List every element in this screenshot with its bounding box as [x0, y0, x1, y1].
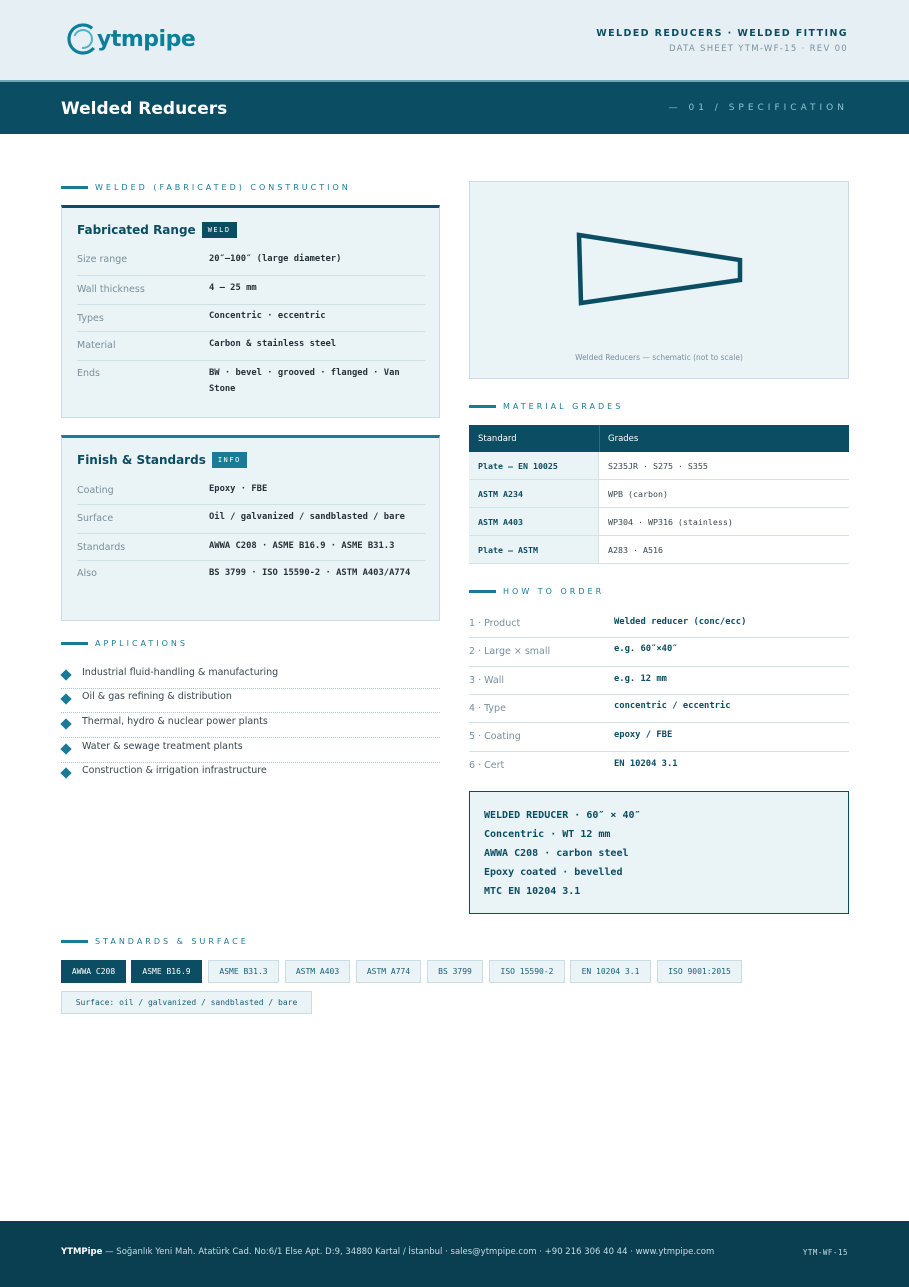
table-row — [469, 536, 849, 564]
order-value: e.g. 60″×40″ — [614, 644, 678, 654]
card-title: Finish & Standards — [77, 453, 206, 467]
fabricated-range-card — [61, 205, 440, 418]
spec-value: Epoxy · FBE — [209, 484, 268, 494]
order-step: 2 · Large × small — [469, 646, 551, 657]
section-label-text: APPLICATIONS — [95, 639, 188, 648]
spec-row — [77, 477, 425, 505]
spec-key: Standards — [77, 542, 126, 553]
spec-row — [77, 247, 425, 276]
order-value: EN 10204 3.1 — [614, 759, 678, 769]
document-number: DATA SHEET YTM-WF-15 · REV 00 — [668, 44, 848, 54]
section-bar — [61, 940, 88, 943]
standard-chip-awwa-c208[interactable]: AWWA C208 — [61, 960, 126, 983]
spec-value: Carbon & stainless steel — [209, 339, 337, 349]
standard-cell: ASTM A234 — [478, 489, 523, 499]
finish-standards-card — [61, 435, 440, 621]
footer-address — [61, 1247, 714, 1257]
spec-key: Also — [77, 568, 97, 579]
order-example-line: WELDED REDUCER · 60″ × 40″ — [484, 810, 641, 821]
section-label-applications — [61, 639, 188, 648]
page-title: Welded Reducers — [61, 99, 228, 119]
order-value: Welded reducer (conc/ecc) — [614, 617, 747, 627]
order-step: 6 · Cert — [469, 760, 505, 771]
standard-chip-en-10204[interactable]: EN 10204 3.1 — [570, 960, 651, 983]
card-title: Fabricated Range — [77, 223, 196, 237]
order-row — [469, 752, 849, 780]
table-row — [469, 480, 849, 508]
column-header: Grades — [608, 434, 639, 444]
spec-value: BS 3799 · ISO 15590-2 · ASTM A403/A774 — [209, 568, 411, 578]
spec-key: Coating — [77, 485, 114, 496]
standard-cell: Plate – ASTM — [478, 545, 538, 555]
spec-value: 4 – 25 mm — [209, 283, 257, 293]
spec-row — [77, 505, 425, 534]
logo-swirl-icon — [66, 22, 96, 56]
grades-cell: A283 · A516 — [608, 545, 663, 555]
order-example-line: Concentric · WT 12 mm — [484, 829, 611, 840]
document-title-block — [596, 28, 848, 54]
spec-value: Oil / galvanized / sandblasted / bare — [209, 512, 405, 522]
list-item-text: Construction & irrigation infrastructure — [82, 765, 267, 776]
section-label-text: STANDARDS & SURFACE — [95, 937, 249, 946]
diamond-bullet-icon — [60, 693, 71, 704]
company-logo[interactable] — [66, 22, 195, 56]
spec-row — [77, 276, 425, 305]
order-step: 1 · Product — [469, 618, 521, 629]
info-badge: INFO — [212, 452, 247, 468]
section-label-order — [469, 587, 604, 596]
order-value: epoxy / FBE — [614, 730, 673, 740]
spec-key: Wall thickness — [77, 284, 145, 295]
order-example-line: Epoxy coated · bevelled — [484, 867, 623, 878]
list-item — [61, 739, 440, 763]
list-item — [61, 665, 440, 689]
standard-cell: ASTM A403 — [478, 517, 523, 527]
standard-chip-asme-b31-3[interactable]: ASME B31.3 — [208, 960, 279, 983]
section-label-text: WELDED (FABRICATED) CONSTRUCTION — [95, 183, 351, 192]
spec-key: Types — [77, 313, 104, 324]
order-step: 3 · Wall — [469, 675, 504, 686]
section-label-construction — [61, 183, 351, 192]
spec-row — [77, 534, 425, 561]
standard-chip-bs-3799[interactable]: BS 3799 — [427, 960, 483, 983]
card-header — [77, 452, 247, 468]
page-footer — [0, 1221, 909, 1287]
material-grades-table — [469, 425, 849, 564]
order-row — [469, 695, 849, 723]
grades-cell: WP304 · WP316 (stainless) — [608, 517, 733, 527]
diamond-bullet-icon — [60, 767, 71, 778]
spec-value: 20″–100″ (large diameter) — [209, 254, 342, 264]
spec-row — [77, 305, 425, 332]
list-item-text: Thermal, hydro & nuclear power plants — [82, 716, 268, 727]
spec-value: Concentric · eccentric — [209, 311, 326, 321]
order-row — [469, 667, 849, 695]
standard-chip-astm-a403[interactable]: ASTM A403 — [285, 960, 350, 983]
order-step: 4 · Type — [469, 703, 506, 714]
spec-row — [77, 332, 425, 361]
surface-chip[interactable]: Surface: oil / galvanized / sandblasted / bare — [61, 991, 312, 1014]
section-bar — [61, 642, 88, 645]
order-step: 5 · Coating — [469, 731, 521, 742]
footer-contact[interactable]: — Soğanlık Yeni Mah. Atatürk Cad. No:6/1 Else Apt. D:9, 34880 Kartal / İstanbul · sales@ytmpipe.com · +90 216 306 40 44 · www.ytmpipe.com — [102, 1247, 715, 1257]
list-item — [61, 689, 440, 713]
section-bar — [469, 405, 496, 408]
spec-row — [77, 361, 425, 405]
order-row — [469, 610, 849, 638]
standard-chip-asme-b16-9[interactable]: ASME B16.9 — [131, 960, 202, 983]
standard-chip-astm-a774[interactable]: ASTM A774 — [356, 960, 421, 983]
standard-cell: Plate – EN 10025 — [478, 461, 558, 471]
logo-text: ytmpipe — [97, 26, 196, 52]
section-label-text: HOW TO ORDER — [503, 587, 605, 596]
schematic-caption: Welded Reducers — schematic (not to scale) — [575, 353, 743, 362]
section-bar — [61, 186, 88, 189]
section-label-material — [469, 402, 623, 411]
order-example-box — [469, 791, 849, 914]
spec-key: Surface — [77, 513, 114, 524]
standard-chip-iso-9001[interactable]: ISO 9001:2015 — [657, 960, 742, 983]
top-header — [0, 0, 909, 80]
reducer-schematic — [469, 181, 849, 379]
diamond-bullet-icon — [60, 718, 71, 729]
footer-brand: YTMPipe — [61, 1247, 103, 1257]
list-item — [61, 714, 440, 738]
section-tag: — 01 / SPECIFICATION — [668, 103, 848, 113]
section-label-standards — [61, 937, 249, 946]
spec-value: AWWA C208 · ASME B16.9 · ASME B31.3 — [209, 541, 395, 551]
list-item — [61, 763, 440, 787]
reducer-outline-icon — [470, 182, 850, 342]
spec-row — [77, 561, 425, 605]
footer-doc-code: YTM-WF-15 — [802, 1248, 848, 1257]
grades-cell: WPB (carbon) — [608, 489, 668, 499]
order-row — [469, 723, 849, 752]
grades-cell: S235JR · S275 · S355 — [608, 461, 708, 471]
title-band — [0, 82, 909, 134]
order-row — [469, 638, 849, 667]
list-item-text: Oil & gas refining & distribution — [82, 691, 232, 702]
card-header — [77, 222, 237, 238]
order-example-line: AWWA C208 · carbon steel — [484, 848, 629, 859]
column-separator — [599, 425, 600, 452]
document-title: WELDED REDUCERS · WELDED FITTING — [596, 28, 848, 39]
table-header — [469, 425, 849, 452]
section-label-text: MATERIAL GRADES — [503, 402, 624, 411]
weld-badge: WELD — [202, 222, 237, 238]
order-example-line: MTC EN 10204 3.1 — [484, 886, 581, 897]
diamond-bullet-icon — [60, 669, 71, 680]
list-item-text: Water & sewage treatment plants — [82, 741, 243, 752]
table-row — [469, 452, 849, 480]
spec-value: BW · bevel · grooved · flanged · Van Stone — [209, 368, 400, 394]
order-value: concentric / eccentric — [614, 701, 731, 711]
order-value: e.g. 12 mm — [614, 674, 667, 684]
list-item-text: Industrial fluid-handling & manufacturing — [82, 667, 279, 678]
spec-key: Ends — [77, 368, 101, 379]
column-header: Standard — [478, 434, 517, 444]
spec-key: Material — [77, 340, 116, 351]
table-row — [469, 508, 849, 536]
diamond-bullet-icon — [60, 743, 71, 754]
standard-chip-iso-15590-2[interactable]: ISO 15590-2 — [489, 960, 565, 983]
spec-key: Size range — [77, 254, 128, 265]
section-bar — [469, 590, 496, 593]
